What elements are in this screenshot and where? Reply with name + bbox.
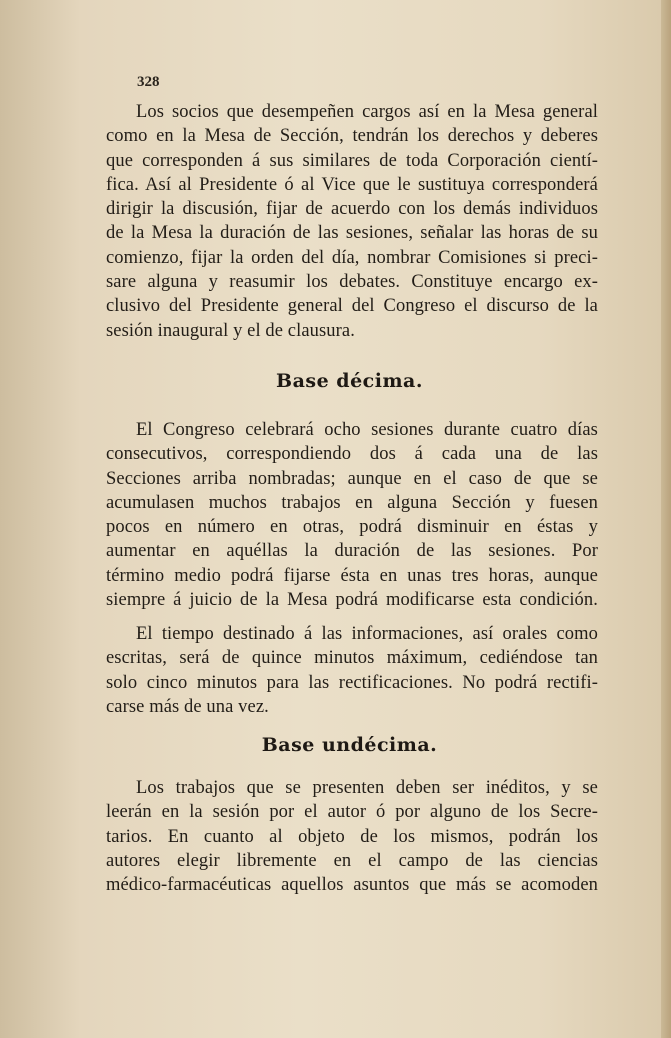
- section-heading-base-undecima: Base undécima.: [261, 734, 438, 756]
- text-line: siempre á juicio de la Mesa podrá modificarse esta condición.: [106, 590, 598, 611]
- text-line: pocos en número en otras, podrá disminuir en éstas y: [106, 517, 598, 538]
- text-line: sare alguna y reasumir los debates. Constituye encargo ex-: [106, 272, 598, 293]
- text-line: médico-farmacéuticas aquellos asuntos que más se acomoden: [106, 875, 598, 896]
- text-line: Los socios que desempeñen cargos así en la Mesa general: [136, 102, 598, 122]
- text-line: fica. Así al Presidente ó al Vice que le sustituya corresponderá: [106, 174, 598, 195]
- page-number: 328: [137, 74, 160, 90]
- text-line: solo cinco minutos para las rectificaciones. No podrá rectifi-: [106, 672, 598, 693]
- text-line: tarios. En cuanto al objeto de los mismos, podrán los: [106, 826, 598, 847]
- text-line: autores elegir libremente en el campo de las ciencias: [106, 850, 598, 871]
- text-line: escritas, será de quince minutos máximum, cediéndose tan: [106, 648, 598, 669]
- paragraph-tiempo: [106, 622, 598, 719]
- text-line: aumentar en aquéllas la duración de las sesiones. Por: [106, 541, 598, 562]
- page-spine-shadow: [661, 0, 671, 1038]
- paragraph-socios: [106, 100, 598, 343]
- text-line: como en la Mesa de Sección, tendrán los derechos y deberes: [106, 126, 598, 147]
- text-line: carse más de una vez.: [106, 696, 269, 717]
- text-line: El tiempo destinado á las informaciones, así orales como: [136, 624, 598, 644]
- text-line: comienzo, fijar la orden del día, nombrar Comisiones si preci-: [106, 247, 598, 268]
- text-line: sesión inaugural y el de clausura.: [106, 320, 355, 341]
- paragraph-trabajos: [106, 776, 598, 897]
- text-line: Secciones arriba nombradas; aunque en el caso de que se: [106, 468, 598, 489]
- text-line: El Congreso celebrará ocho sesiones durante cuatro días: [136, 420, 598, 440]
- text-line: consecutivos, correspondiendo dos á cada una de las: [106, 444, 598, 465]
- text-line: que corresponden á sus similares de toda Corporación cientí-: [106, 150, 598, 171]
- text-line: leerán en la sesión por el autor ó por alguno de los Secre-: [106, 802, 598, 823]
- text-line: de la Mesa la duración de las sesiones, señalar las horas de su: [106, 223, 598, 244]
- text-line: dirigir la discusión, fijar de acuerdo con los demás individuos: [106, 199, 598, 220]
- text-line: acumulasen muchos trabajos en alguna Sección y fuesen: [106, 492, 598, 513]
- section-heading-base-decima: Base décima.: [276, 370, 423, 392]
- text-line: clusivo del Presidente general del Congreso el discurso de la: [106, 296, 598, 317]
- text-line: Los trabajos que se presenten deben ser inéditos, y se: [136, 778, 598, 798]
- paragraph-congreso: [106, 418, 598, 612]
- text-line: término medio podrá fijarse ésta en unas tres horas, aunque: [106, 565, 598, 586]
